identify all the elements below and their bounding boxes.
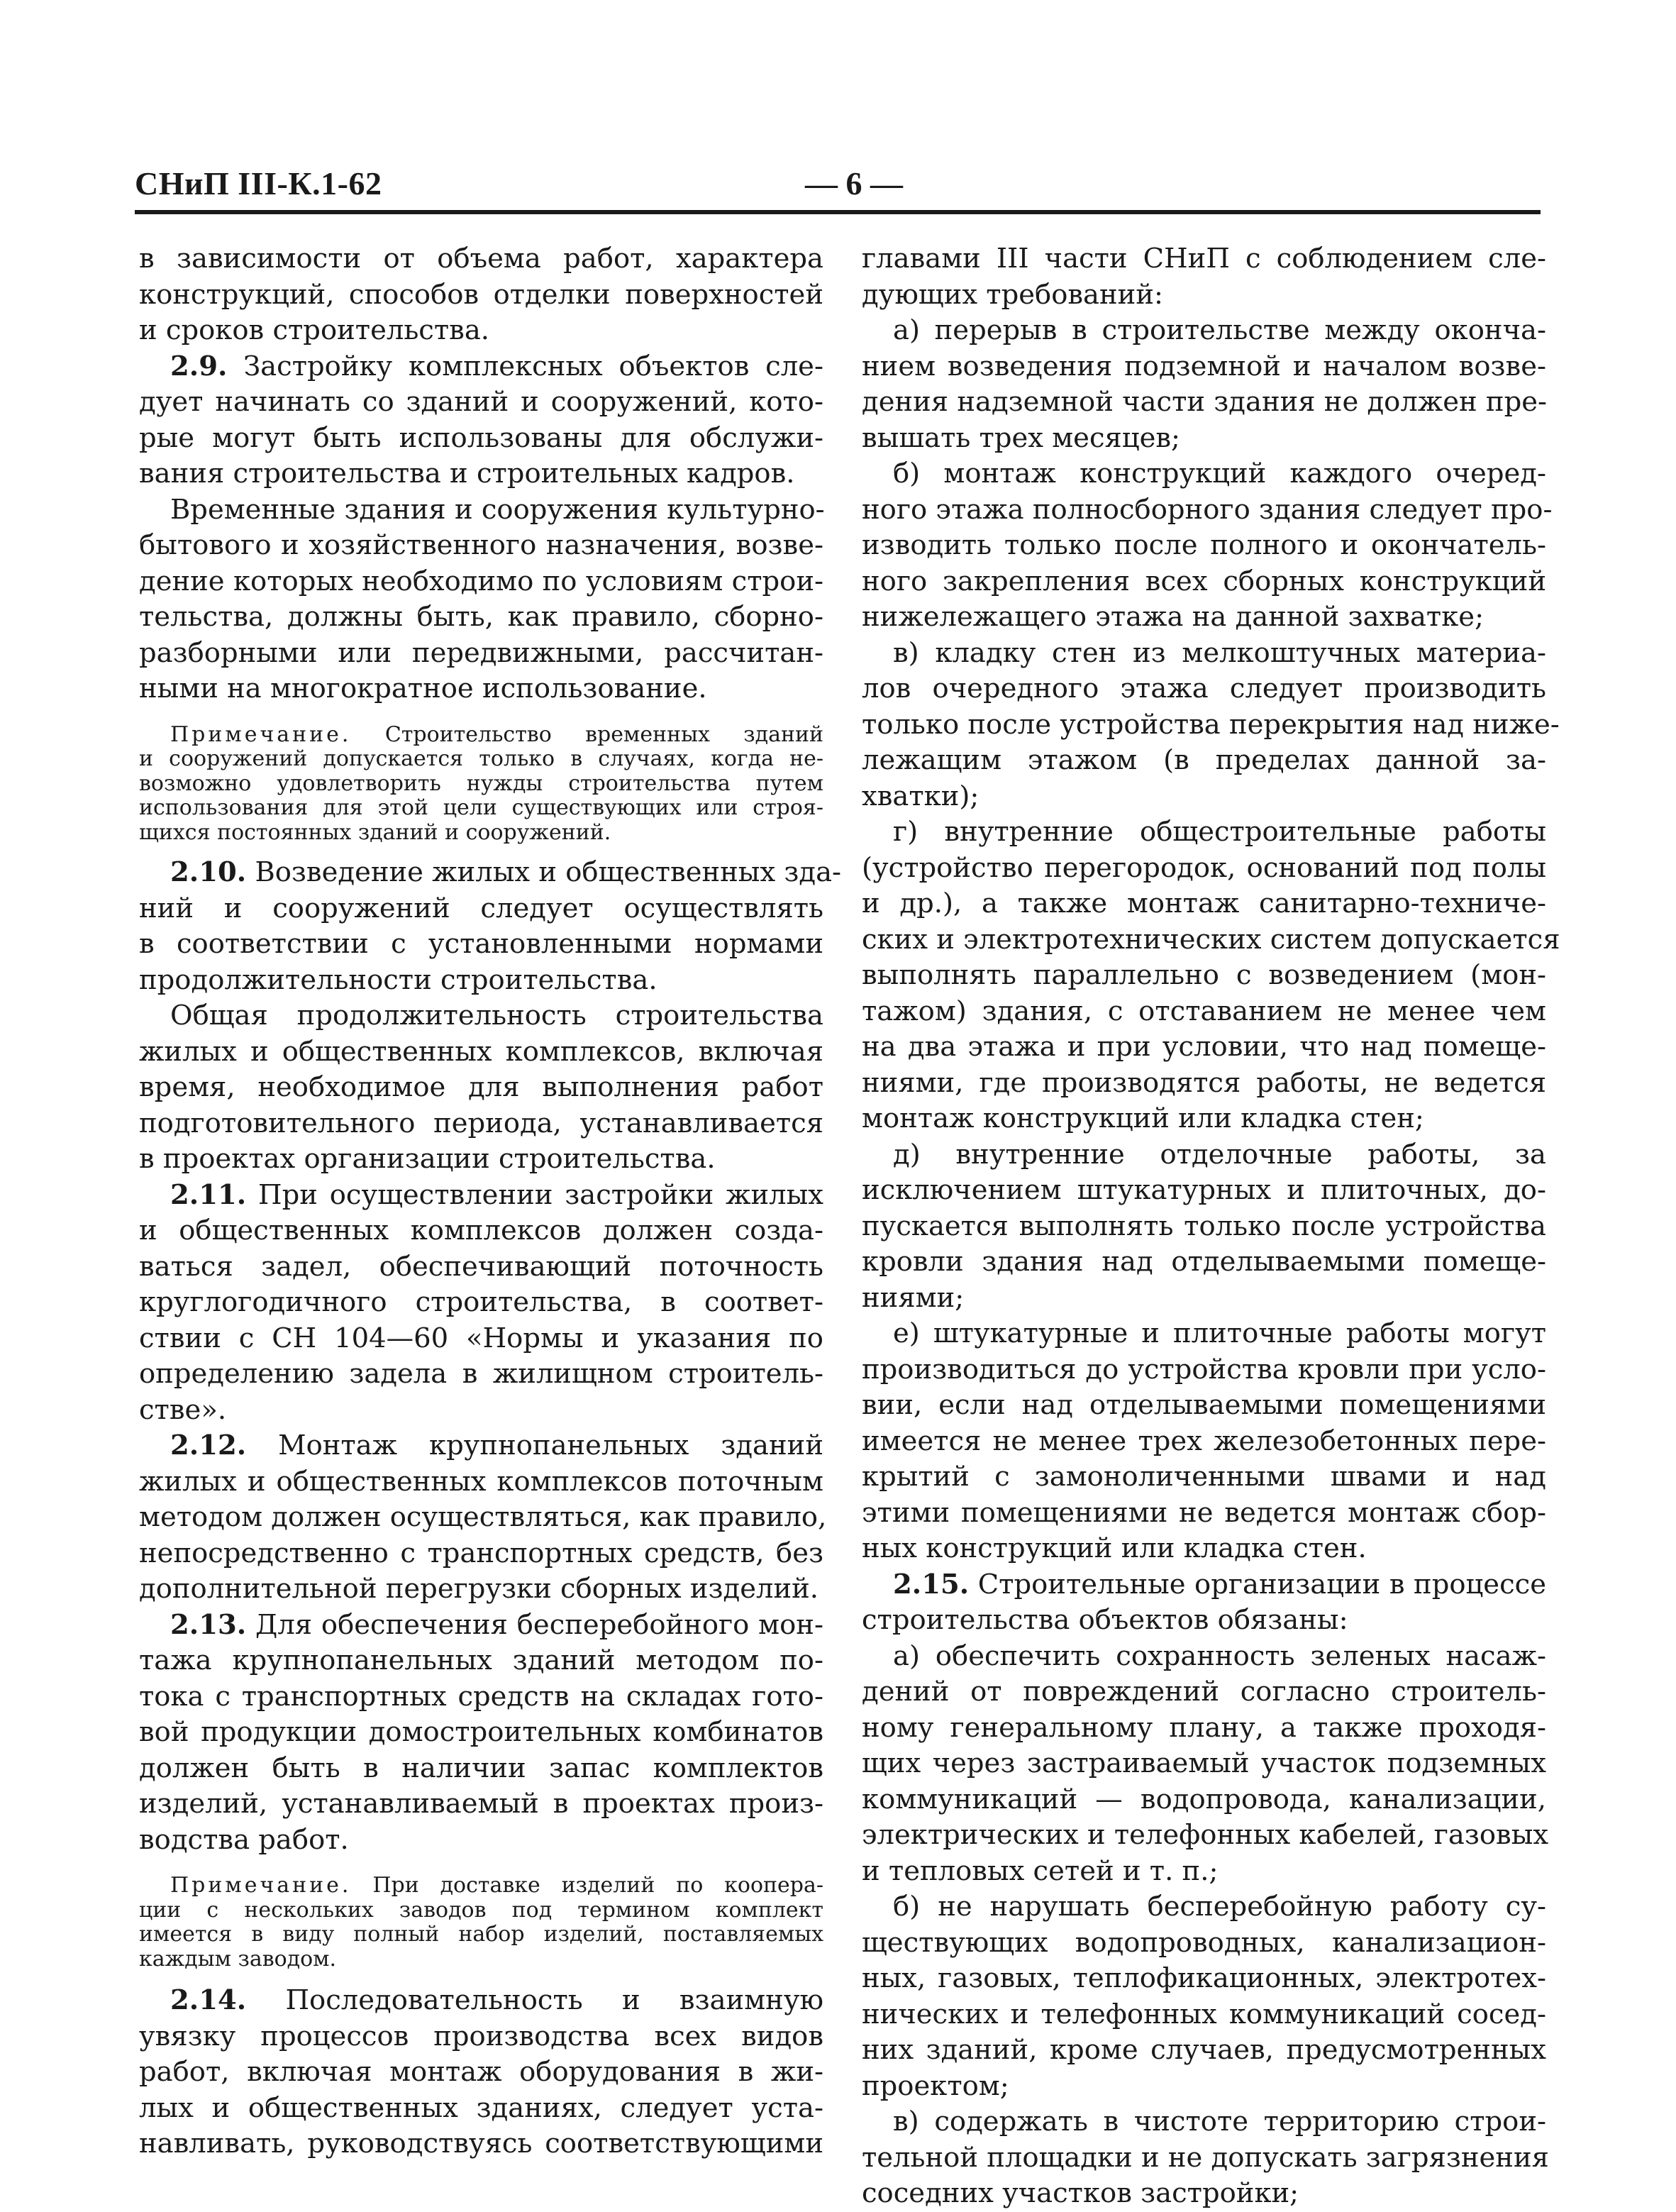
text-line: дующих требований:	[862, 278, 1163, 311]
text-line: Временные здания и сооружения культурно-	[170, 493, 825, 526]
note-line: имеется в виду полный набор изделий, поставляемых	[139, 1922, 823, 1947]
text-line: лежащим этажом (в пределах данной за-	[862, 744, 1546, 776]
requirement-v	[862, 636, 1560, 815]
text-line: изделий, устанавливаемый в проектах произ-	[139, 1788, 823, 1820]
text-line: работ, включая монтаж оборудования в жи-	[139, 2056, 823, 2088]
note-temporary-buildings	[139, 723, 823, 846]
text-line: коммуникаций — водопровода, канализации,	[862, 1783, 1546, 1815]
requirement-b	[862, 456, 1553, 636]
clause-2-15	[862, 1567, 1546, 1639]
text-line: определению задела в жилищном строитель-	[139, 1358, 823, 1390]
requirement-e	[862, 1316, 1546, 1567]
text-line: дение которых необходимо по условиям строи-	[139, 565, 823, 597]
text-line: Монтаж крупнопанельных зданий	[278, 1429, 823, 1461]
note-line: и сооружений допускается только в случаях, когда не-	[139, 746, 823, 771]
note-delivery	[139, 1874, 823, 1972]
text-line: только после устройства перекрытия над ниже-	[862, 708, 1560, 741]
clause-2-12	[139, 1428, 827, 1608]
note-line: При доставке изделий по коопера-	[372, 1873, 823, 1898]
text-line: хватки);	[862, 780, 979, 812]
text-line: этими помещениями не ведется монтаж сбор-	[862, 1496, 1546, 1529]
clause-number: 2.11.	[170, 1178, 247, 1211]
text-line: ниями, где производятся работы, не ведется	[862, 1066, 1546, 1099]
text-line: главами III части СНиП с соблюдением сле-	[862, 243, 1546, 275]
note-line: ции с нескольких заводов под термином комплект	[139, 1897, 823, 1923]
text-line: навливать, руководствуясь соответствующими	[139, 2128, 823, 2160]
clause-number: 2.14.	[170, 1984, 247, 2016]
text-line: тока с транспортных средств на складах гото-	[139, 1680, 823, 1713]
obligation-v	[862, 2104, 1549, 2212]
clause-2-14	[139, 1983, 823, 2162]
text-line: лов очередного этажа следует производить	[862, 673, 1546, 704]
text-line: лых и общественных зданиях, следует уста-	[139, 2091, 823, 2124]
text-line: проектом;	[862, 2069, 1009, 2102]
text-line: имеется не менее трех железобетонных пере-	[862, 1425, 1546, 1457]
requirement-g	[862, 814, 1560, 1137]
text-line: Последовательность и взаимную	[285, 1984, 823, 2016]
text-line: вания строительства и строительных кадров.	[139, 458, 795, 490]
text-line: дует начинать со зданий и сооружений, кото-	[139, 386, 823, 418]
text-line: крытий с замоноличенными швами и над	[862, 1461, 1546, 1493]
text-line: ний и сооружений следует осуществлять	[139, 892, 823, 924]
text-line: в соответствии с установленными нормами	[139, 928, 823, 960]
text-line: Для обеспечения бесперебойного мон-	[255, 1608, 823, 1641]
requirement-d	[862, 1137, 1546, 1317]
text-line: рые могут быть использованы для обслужи-	[139, 421, 823, 454]
text-line: и др.), а также монтаж санитарно-техниче-	[862, 887, 1546, 919]
text-line: ного этажа полносборного здания следует про-	[862, 493, 1553, 526]
text-line: а) перерыв в строительстве между оконча-	[893, 314, 1546, 346]
text-line: При осуществлении застройки жилых	[258, 1178, 823, 1211]
clause-2-11	[139, 1178, 823, 1429]
text-line: ниями;	[862, 1281, 965, 1314]
text-line: тельства, должны быть, как правило, сборно-	[139, 601, 823, 633]
text-line: ствии с СН 104—60 «Нормы и указания по	[139, 1322, 823, 1354]
text-line: вой продукции домостроительных комбинатов	[139, 1716, 823, 1748]
page-header	[135, 165, 1541, 214]
text-line: на два этажа и при условии, что над помеще-	[862, 1031, 1546, 1063]
text-line: дополнительной перегрузки сборных изделий.	[139, 1573, 819, 1605]
text-line: (устройство перегородок, оснований под полы	[862, 851, 1546, 884]
document-code: СНиП III-К.1-62	[135, 165, 382, 201]
clause-2-9-paragraph-2	[139, 492, 823, 707]
text-line: дений от повреждений согласно строитель-	[862, 1676, 1546, 1708]
clause-2-13	[139, 1608, 823, 1859]
text-line: в проектах организации строительства.	[139, 1143, 716, 1175]
text-line: строительства объектов обязаны:	[862, 1604, 1348, 1636]
text-line: тельной площадки и не допускать загрязнения	[862, 2141, 1549, 2174]
text-line: увязку процессов производства всех видов	[139, 2020, 823, 2052]
text-line: Застройку комплексных объектов сле-	[243, 350, 823, 382]
obligation-b	[862, 1889, 1546, 2104]
text-line: должен быть в наличии запас комплектов	[139, 1752, 823, 1784]
text-line: в) содержать в чистоте территорию строи-	[893, 2106, 1546, 2138]
note-line: каждым заводом.	[139, 1946, 337, 1972]
clause-2-10-paragraph-2	[139, 998, 823, 1178]
text-line: продолжительности строительства.	[139, 963, 657, 996]
obligation-a	[862, 1639, 1549, 1890]
text-line: подготовительного периода, устанавливается	[139, 1107, 823, 1139]
note-label: Примечание.	[170, 1873, 352, 1898]
header-rule	[135, 210, 1541, 214]
text-line: вышать трех месяцев;	[862, 421, 1181, 454]
text-line: в) кладку стен из мелкоштучных материа-	[893, 636, 1546, 669]
text-line: электрических и телефонных кабелей, газовых	[862, 1819, 1549, 1851]
text-line: ваться задел, обеспечивающий поточность	[139, 1250, 823, 1283]
text-line: Возведение жилых и общественных зда-	[255, 856, 842, 888]
text-line: е) штукатурные и плиточные работы могут	[893, 1317, 1546, 1349]
text-line: тажом) здания, с отставанием не менее чем	[862, 995, 1546, 1027]
text-line: методом должен осуществляться, как правило,	[139, 1501, 827, 1533]
text-line: ного закрепления всех сборных конструкций	[862, 565, 1546, 597]
clause-number: 2.15.	[893, 1568, 970, 1600]
text-line: конструкций, способов отделки поверхностей	[139, 278, 823, 311]
text-line: жилых и общественных комплексов поточным	[139, 1465, 823, 1498]
text-line: стве».	[139, 1393, 227, 1426]
right-column	[862, 241, 1560, 2212]
text-line: ному генеральному плану, а также проходя-	[862, 1711, 1546, 1744]
page-number: — 6 —	[805, 165, 903, 201]
text-line: б) не нарушать бесперебойную работу су-	[893, 1891, 1546, 1923]
text-line: щих через застраиваемый участок подземных	[862, 1747, 1546, 1779]
text-line: ных, газовых, теплофикационных, электротех-	[862, 1962, 1546, 1994]
text-line: монтаж конструкций или кладка стен;	[862, 1102, 1424, 1134]
text-line: ных конструкций или кладка стен.	[862, 1532, 1367, 1564]
text-line: вии, если над отделываемыми помещениями	[862, 1389, 1546, 1421]
clause-number: 2.13.	[170, 1608, 247, 1641]
text-line: пускается выполнять только после устройства	[862, 1210, 1546, 1242]
text-line: нием возведения подземной и началом возве-	[862, 350, 1546, 382]
left-column	[139, 241, 842, 2162]
clause-number: 2.9.	[170, 350, 228, 382]
note-line: использования для этой цели существующих или строя-	[139, 795, 823, 820]
text-line: исключением штукатурных и плиточных, до-	[862, 1174, 1546, 1206]
text-line: время, необходимое для выполнения работ	[139, 1071, 823, 1103]
note-label: Примечание.	[170, 721, 352, 747]
text-line: разборными или передвижными, рассчитан-	[139, 636, 823, 669]
paragraph-continuation	[139, 241, 823, 349]
clause-number: 2.12.	[170, 1429, 247, 1461]
note-line: Строительство временных зданий	[384, 721, 823, 747]
text-line: и тепловых сетей и т. п.;	[862, 1854, 1219, 1887]
text-line: соседних участков застройки;	[862, 2177, 1299, 2209]
clause-2-14-continuation	[862, 241, 1546, 313]
text-line: непосредственно с транспортных средств, без	[139, 1537, 823, 1569]
text-line: и сроков строительства.	[139, 314, 490, 346]
text-line: них зданий, кроме случаев, предусмотренных	[862, 2034, 1546, 2066]
text-line: Строительные организации в процессе	[977, 1568, 1546, 1600]
text-line: в зависимости от объема работ, характера	[139, 243, 823, 275]
text-line: нижележащего этажа на данной захватке;	[862, 601, 1484, 633]
text-line: Общая продолжительность строительства	[170, 1000, 823, 1032]
text-line: бытового и хозяйственного назначения, возве-	[139, 529, 823, 561]
text-line: тажа крупнопанельных зданий методом по-	[139, 1644, 823, 1676]
text-line: нических и телефонных коммуникаций сосед-	[862, 1998, 1546, 2030]
text-line: б) монтаж конструкций каждого очеред-	[893, 458, 1546, 490]
clause-2-10	[139, 855, 842, 998]
text-line: изводить только после полного и окончатель-	[862, 529, 1546, 561]
text-line: а) обеспечить сохранность зеленых насаж-	[893, 1639, 1546, 1672]
text-line: круглогодичного строительства, в соответ-	[139, 1286, 823, 1318]
clause-number: 2.10.	[170, 856, 247, 888]
text-line: ских и электротехнических систем допускается	[862, 923, 1560, 956]
clause-2-9	[139, 349, 823, 492]
text-line: и общественных комплексов должен созда-	[139, 1215, 823, 1246]
text-line: водства работ.	[139, 1823, 349, 1856]
note-line: щихся постоянных зданий и сооружений.	[139, 819, 611, 845]
text-line: жилых и общественных комплексов, включая	[139, 1035, 823, 1068]
text-line: д) внутренние отделочные работы, за	[893, 1138, 1546, 1171]
note-line: возможно удовлетворить нужды строительства путем	[139, 770, 823, 796]
text-line: ными на многократное использование.	[139, 673, 707, 704]
text-line: г) внутренние общестроительные работы	[893, 816, 1546, 848]
text-line: выполнять параллельно с возведением (мон-	[862, 959, 1546, 991]
text-line: ществующих водопроводных, канализацион-	[862, 1926, 1546, 1959]
text-line: кровли здания над отделываемыми помеще-	[862, 1246, 1546, 1278]
text-line: дения надземной части здания не должен пре-	[862, 386, 1548, 418]
requirement-a	[862, 313, 1546, 456]
text-line: производиться до устройства кровли при усло-	[862, 1353, 1546, 1386]
